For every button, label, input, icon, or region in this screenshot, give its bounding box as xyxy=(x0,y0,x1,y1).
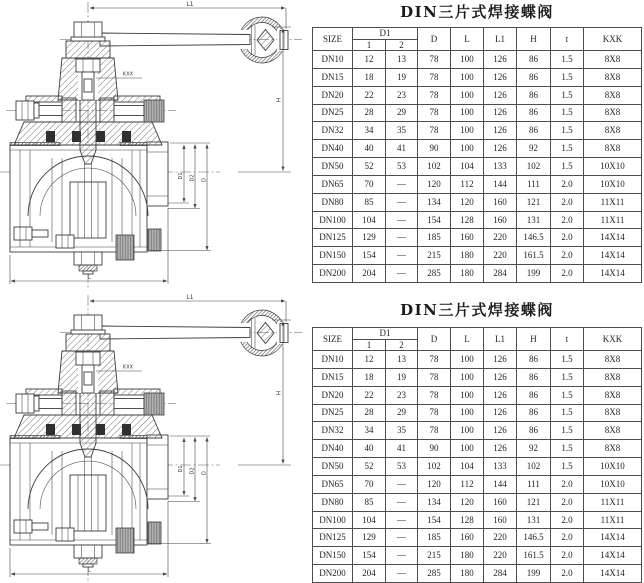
spec-cell-size: DN200 xyxy=(313,565,353,583)
spec-cell-value: 1.5 xyxy=(551,440,584,458)
spec-cell-value: 1.5 xyxy=(551,422,584,440)
spec-cell-value: 23 xyxy=(386,386,418,404)
spec-cell-value: 53 xyxy=(386,158,418,176)
spec-row xyxy=(313,565,642,583)
spec-cell-value: 78 xyxy=(418,86,451,104)
spec-cell-value: 112 xyxy=(451,475,484,493)
spec-cell-value: 86 xyxy=(517,368,551,386)
col-header-size: SIZE xyxy=(313,28,353,51)
spec-cell-value: 2.0 xyxy=(551,211,584,229)
spec-row xyxy=(313,547,642,565)
spec-row xyxy=(313,104,642,122)
spec-cell-value: 11X11 xyxy=(584,493,642,511)
spec-cell-value: 128 xyxy=(451,511,484,529)
spec-cell-value: 92 xyxy=(517,140,551,158)
spec-cell-size: DN10 xyxy=(313,351,353,369)
spec-cell-value: 131 xyxy=(517,211,551,229)
spec-cell-value: 102 xyxy=(418,458,451,476)
spec-cell-value: 126 xyxy=(484,68,517,86)
spec-cell-value: 284 xyxy=(484,565,517,583)
spec-cell-value: 120 xyxy=(451,493,484,511)
spec-cell-size: DN50 xyxy=(313,158,353,176)
spec-cell-value: 28 xyxy=(353,104,386,122)
spec-cell-value: 100 xyxy=(451,68,484,86)
col-header-d1: D1 xyxy=(353,328,418,340)
spec-cell-value: 86 xyxy=(517,422,551,440)
spec-cell-value: 100 xyxy=(451,86,484,104)
spec-row xyxy=(313,511,642,529)
spec-cell-value: 86 xyxy=(517,386,551,404)
spec-row xyxy=(313,229,642,247)
col-header-d1-2: 2 xyxy=(386,40,418,51)
spec-cell-value: 86 xyxy=(517,51,551,69)
col-header-l1: L1 xyxy=(484,328,517,351)
spec-cell-value: 199 xyxy=(517,265,551,283)
table-title: DIN三片式焊接蝶阀 xyxy=(400,301,554,319)
col-header-d1: D1 xyxy=(353,28,418,40)
spec-cell-value: — xyxy=(386,193,418,211)
spec-cell-size: DN40 xyxy=(313,440,353,458)
spec-cell-value: 144 xyxy=(484,475,517,493)
spec-cell-value: 8X8 xyxy=(584,386,642,404)
spec-cell-value: 100 xyxy=(451,386,484,404)
spec-row xyxy=(313,193,642,211)
col-header-kxk: KXK xyxy=(584,328,642,351)
spec-cell-value: 121 xyxy=(517,193,551,211)
spec-cell-value: 18 xyxy=(353,68,386,86)
spec-cell-value: 78 xyxy=(418,104,451,122)
spec-cell-value: 285 xyxy=(418,265,451,283)
spec-cell-value: 146.5 xyxy=(517,229,551,247)
spec-cell-value: — xyxy=(386,229,418,247)
spec-cell-value: 100 xyxy=(451,440,484,458)
spec-cell-value: — xyxy=(386,511,418,529)
spec-cell-value: 185 xyxy=(418,229,451,247)
spec-cell-value: 14X14 xyxy=(584,565,642,583)
spec-cell-value: 104 xyxy=(451,158,484,176)
spec-row xyxy=(313,368,642,386)
spec-cell-value: 8X8 xyxy=(584,368,642,386)
spec-cell-value: — xyxy=(386,547,418,565)
spec-row xyxy=(313,529,642,547)
spec-cell-value: 10X10 xyxy=(584,475,642,493)
spec-cell-value: 126 xyxy=(484,386,517,404)
spec-cell-value: 134 xyxy=(418,493,451,511)
spec-cell-value: 134 xyxy=(418,193,451,211)
spec-cell-value: 8X8 xyxy=(584,68,642,86)
spec-cell-value: 161.5 xyxy=(517,247,551,265)
spec-cell-value: 70 xyxy=(353,175,386,193)
spec-cell-value: 126 xyxy=(484,86,517,104)
spec-cell-value: 2.0 xyxy=(551,493,584,511)
spec-cell-value: 70 xyxy=(353,475,386,493)
spec-cell-value: 86 xyxy=(517,122,551,140)
spec-cell-value: 100 xyxy=(451,368,484,386)
spec-cell-size: DN50 xyxy=(313,458,353,476)
spec-cell-value: 161.5 xyxy=(517,547,551,565)
spec-cell-value: 154 xyxy=(353,547,386,565)
spec-cell-size: DN32 xyxy=(313,422,353,440)
spec-cell-value: 120 xyxy=(418,175,451,193)
spec-cell-value: 2.0 xyxy=(551,547,584,565)
spec-cell-value: 13 xyxy=(386,51,418,69)
spec-cell-value: 154 xyxy=(418,211,451,229)
spec-cell-value: 112 xyxy=(451,175,484,193)
spec-row xyxy=(313,68,642,86)
spec-cell-value: 285 xyxy=(418,565,451,583)
spec-cell-value: 104 xyxy=(353,511,386,529)
spec-cell-value: 131 xyxy=(517,511,551,529)
col-header-l1: L1 xyxy=(484,28,517,51)
spec-cell-value: 104 xyxy=(451,458,484,476)
spec-cell-value: 8X8 xyxy=(584,351,642,369)
col-header-d: D xyxy=(418,28,451,51)
spec-cell-value: 100 xyxy=(451,122,484,140)
spec-cell-value: 215 xyxy=(418,247,451,265)
spec-cell-value: 100 xyxy=(451,404,484,422)
spec-cell-value: 2.0 xyxy=(551,229,584,247)
spec-cell-value: 199 xyxy=(517,565,551,583)
spec-cell-value: 78 xyxy=(418,368,451,386)
spec-cell-value: 52 xyxy=(353,458,386,476)
spec-cell-value: 2.0 xyxy=(551,247,584,265)
spec-cell-value: 35 xyxy=(386,122,418,140)
spec-cell-value: 23 xyxy=(386,86,418,104)
spec-row xyxy=(313,404,642,422)
spec-cell-value: 85 xyxy=(353,493,386,511)
spec-cell-value: 128 xyxy=(451,211,484,229)
spec-cell-value: 78 xyxy=(418,422,451,440)
spec-cell-size: DN65 xyxy=(313,175,353,193)
spec-cell-value: 8X8 xyxy=(584,440,642,458)
spec-row xyxy=(313,158,642,176)
table-title: DIN三片式焊接蝶阀 xyxy=(400,3,554,21)
spec-cell-value: 8X8 xyxy=(584,404,642,422)
spec-cell-value: 100 xyxy=(451,51,484,69)
spec-cell-size: DN32 xyxy=(313,122,353,140)
spec-cell-value: 85 xyxy=(353,193,386,211)
spec-cell-value: 29 xyxy=(386,404,418,422)
spec-cell-value: 86 xyxy=(517,86,551,104)
spec-cell-value: 78 xyxy=(418,122,451,140)
spec-cell-value: — xyxy=(386,265,418,283)
spec-cell-value: 133 xyxy=(484,158,517,176)
spec-cell-value: 2.0 xyxy=(551,175,584,193)
spec-cell-value: 220 xyxy=(484,547,517,565)
spec-row xyxy=(313,265,642,283)
spec-cell-value: 1.5 xyxy=(551,86,584,104)
col-header-t: t xyxy=(551,28,584,51)
spec-cell-value: 220 xyxy=(484,247,517,265)
col-header-d1-2: 2 xyxy=(386,340,418,351)
spec-cell-value: 144 xyxy=(484,175,517,193)
spec-cell-value: 41 xyxy=(386,440,418,458)
spec-cell-value: 40 xyxy=(353,440,386,458)
spec-cell-value: 34 xyxy=(353,422,386,440)
spec-cell-value: 215 xyxy=(418,547,451,565)
spec-cell-value: 11X11 xyxy=(584,193,642,211)
spec-cell-value: 2.0 xyxy=(551,565,584,583)
spec-cell-value: 160 xyxy=(451,229,484,247)
spec-row xyxy=(313,247,642,265)
spec-cell-value: — xyxy=(386,175,418,193)
spec-cell-value: 126 xyxy=(484,104,517,122)
spec-row xyxy=(313,140,642,158)
spec-cell-value: 10X10 xyxy=(584,158,642,176)
spec-cell-value: 14X14 xyxy=(584,547,642,565)
spec-cell-value: 86 xyxy=(517,404,551,422)
spec-row xyxy=(313,175,642,193)
spec-cell-value: 185 xyxy=(418,529,451,547)
spec-cell-size: DN125 xyxy=(313,229,353,247)
spec-cell-value: 86 xyxy=(517,68,551,86)
spec-cell-value: 2.0 xyxy=(551,265,584,283)
spec-cell-size: DN125 xyxy=(313,529,353,547)
spec-cell-value: 14X14 xyxy=(584,229,642,247)
spec-cell-value: 1.5 xyxy=(551,68,584,86)
col-header-l: L xyxy=(451,328,484,351)
spec-cell-value: 160 xyxy=(451,529,484,547)
spec-cell-value: 14X14 xyxy=(584,247,642,265)
spec-cell-value: 1.5 xyxy=(551,104,584,122)
spec-cell-size: DN20 xyxy=(313,386,353,404)
col-header-h: H xyxy=(517,328,551,351)
spec-cell-size: DN25 xyxy=(313,104,353,122)
spec-cell-value: 19 xyxy=(386,68,418,86)
spec-cell-value: 78 xyxy=(418,386,451,404)
spec-cell-value: 2.0 xyxy=(551,529,584,547)
spec-cell-value: 180 xyxy=(451,547,484,565)
spec-cell-size: DN40 xyxy=(313,140,353,158)
col-header-t: t xyxy=(551,328,584,351)
col-header-l: L xyxy=(451,28,484,51)
spec-cell-value: 29 xyxy=(386,104,418,122)
spec-table xyxy=(312,327,642,583)
spec-cell-value: 1.5 xyxy=(551,458,584,476)
spec-cell-value: 102 xyxy=(517,158,551,176)
spec-cell-value: 8X8 xyxy=(584,422,642,440)
spec-row xyxy=(313,422,642,440)
col-header-h: H xyxy=(517,28,551,51)
spec-cell-value: — xyxy=(386,475,418,493)
spec-cell-value: 90 xyxy=(418,140,451,158)
spec-cell-value: 1.5 xyxy=(551,351,584,369)
col-header-d1-1: 1 xyxy=(353,340,386,351)
spec-cell-value: 104 xyxy=(353,211,386,229)
spec-cell-size: DN10 xyxy=(313,51,353,69)
col-header-kxk: KXK xyxy=(584,28,642,51)
spec-row xyxy=(313,440,642,458)
spec-cell-size: DN80 xyxy=(313,493,353,511)
spec-row xyxy=(313,493,642,511)
spec-cell-value: 1.5 xyxy=(551,368,584,386)
spec-cell-value: 180 xyxy=(451,265,484,283)
spec-cell-value: 121 xyxy=(517,493,551,511)
spec-cell-size: DN100 xyxy=(313,211,353,229)
spec-cell-value: — xyxy=(386,247,418,265)
spec-cell-size: DN200 xyxy=(313,265,353,283)
spec-cell-value: 204 xyxy=(353,265,386,283)
spec-cell-size: DN15 xyxy=(313,68,353,86)
spec-cell-value: 1.5 xyxy=(551,140,584,158)
spec-cell-value: 100 xyxy=(451,422,484,440)
spec-cell-value: — xyxy=(386,493,418,511)
spec-cell-value: 90 xyxy=(418,440,451,458)
spec-cell-value: 8X8 xyxy=(584,140,642,158)
spec-cell-value: 126 xyxy=(484,440,517,458)
spec-cell-value: 52 xyxy=(353,158,386,176)
col-header-d1-1: 1 xyxy=(353,40,386,51)
spec-cell-value: 180 xyxy=(451,565,484,583)
spec-cell-value: 126 xyxy=(484,51,517,69)
spec-cell-value: 11X11 xyxy=(584,511,642,529)
spec-cell-value: 8X8 xyxy=(584,104,642,122)
spec-cell-value: 12 xyxy=(353,351,386,369)
spec-cell-value: 2.0 xyxy=(551,193,584,211)
spec-cell-value: 160 xyxy=(484,511,517,529)
spec-cell-value: 78 xyxy=(418,351,451,369)
valve-technical-drawing xyxy=(0,293,310,583)
spec-cell-value: 154 xyxy=(418,511,451,529)
spec-row xyxy=(313,386,642,404)
spec-cell-value: 204 xyxy=(353,565,386,583)
spec-cell-value: 102 xyxy=(517,458,551,476)
spec-cell-value: — xyxy=(386,565,418,583)
spec-cell-value: 12 xyxy=(353,51,386,69)
spec-cell-value: — xyxy=(386,211,418,229)
spec-cell-value: 220 xyxy=(484,229,517,247)
spec-cell-value: 8X8 xyxy=(584,122,642,140)
spec-cell-value: 129 xyxy=(353,229,386,247)
spec-cell-value: 154 xyxy=(353,247,386,265)
spec-cell-value: 14X14 xyxy=(584,265,642,283)
spec-cell-value: 86 xyxy=(517,351,551,369)
spec-cell-size: DN20 xyxy=(313,86,353,104)
spec-cell-value: 78 xyxy=(418,68,451,86)
spec-cell-value: 126 xyxy=(484,404,517,422)
spec-cell-value: 1.5 xyxy=(551,158,584,176)
spec-cell-value: 11X11 xyxy=(584,211,642,229)
spec-cell-value: 14X14 xyxy=(584,529,642,547)
spec-cell-size: DN15 xyxy=(313,368,353,386)
spec-cell-value: 284 xyxy=(484,265,517,283)
spec-cell-value: 28 xyxy=(353,404,386,422)
spec-cell-value: 126 xyxy=(484,422,517,440)
spec-table xyxy=(312,27,642,283)
spec-cell-value: 78 xyxy=(418,404,451,422)
spec-row xyxy=(313,122,642,140)
spec-cell-value: 126 xyxy=(484,122,517,140)
spec-cell-value: 13 xyxy=(386,351,418,369)
spec-cell-value: 102 xyxy=(418,158,451,176)
col-header-size: SIZE xyxy=(313,328,353,351)
spec-cell-value: 126 xyxy=(484,351,517,369)
spec-row xyxy=(313,475,642,493)
spec-cell-value: 1.5 xyxy=(551,51,584,69)
valve-section-1 xyxy=(0,0,644,291)
spec-cell-size: DN100 xyxy=(313,511,353,529)
spec-row xyxy=(313,211,642,229)
spec-row xyxy=(313,51,642,69)
spec-row xyxy=(313,458,642,476)
spec-cell-value: 100 xyxy=(451,351,484,369)
valve-technical-drawing xyxy=(0,0,310,291)
spec-cell-value: 133 xyxy=(484,458,517,476)
spec-cell-value: 35 xyxy=(386,422,418,440)
spec-row xyxy=(313,351,642,369)
spec-cell-value: 126 xyxy=(484,368,517,386)
spec-cell-value: 41 xyxy=(386,140,418,158)
spec-cell-value: 22 xyxy=(353,86,386,104)
spec-cell-value: 1.5 xyxy=(551,122,584,140)
spec-cell-value: — xyxy=(386,529,418,547)
spec-cell-value: 10X10 xyxy=(584,175,642,193)
spec-cell-value: 100 xyxy=(451,140,484,158)
spec-cell-value: 40 xyxy=(353,140,386,158)
spec-cell-value: 1.5 xyxy=(551,386,584,404)
spec-cell-value: 8X8 xyxy=(584,51,642,69)
spec-cell-value: 34 xyxy=(353,122,386,140)
spec-cell-value: 18 xyxy=(353,368,386,386)
spec-cell-value: 92 xyxy=(517,440,551,458)
spec-cell-value: 78 xyxy=(418,51,451,69)
spec-cell-value: 160 xyxy=(484,211,517,229)
spec-cell-value: 1.5 xyxy=(551,404,584,422)
spec-cell-value: 220 xyxy=(484,529,517,547)
spec-cell-size: DN150 xyxy=(313,547,353,565)
spec-row xyxy=(313,86,642,104)
spec-cell-value: 160 xyxy=(484,193,517,211)
spec-table-body xyxy=(313,351,642,583)
spec-cell-value: 2.0 xyxy=(551,475,584,493)
spec-cell-value: 8X8 xyxy=(584,86,642,104)
spec-cell-value: 120 xyxy=(451,193,484,211)
spec-cell-size: DN150 xyxy=(313,247,353,265)
spec-cell-size: DN80 xyxy=(313,193,353,211)
spec-cell-value: 10X10 xyxy=(584,458,642,476)
spec-cell-size: DN25 xyxy=(313,404,353,422)
spec-cell-value: 2.0 xyxy=(551,511,584,529)
spec-cell-size: DN65 xyxy=(313,475,353,493)
spec-cell-value: 86 xyxy=(517,104,551,122)
spec-cell-value: 22 xyxy=(353,386,386,404)
spec-cell-value: 120 xyxy=(418,475,451,493)
spec-cell-value: 160 xyxy=(484,493,517,511)
spec-cell-value: 129 xyxy=(353,529,386,547)
spec-cell-value: 19 xyxy=(386,368,418,386)
spec-cell-value: 111 xyxy=(517,475,551,493)
spec-cell-value: 111 xyxy=(517,175,551,193)
spec-cell-value: 180 xyxy=(451,247,484,265)
spec-cell-value: 53 xyxy=(386,458,418,476)
spec-cell-value: 146.5 xyxy=(517,529,551,547)
spec-table-body xyxy=(313,51,642,283)
valve-section-2 xyxy=(0,293,644,583)
spec-cell-value: 126 xyxy=(484,140,517,158)
spec-cell-value: 100 xyxy=(451,104,484,122)
col-header-d: D xyxy=(418,328,451,351)
